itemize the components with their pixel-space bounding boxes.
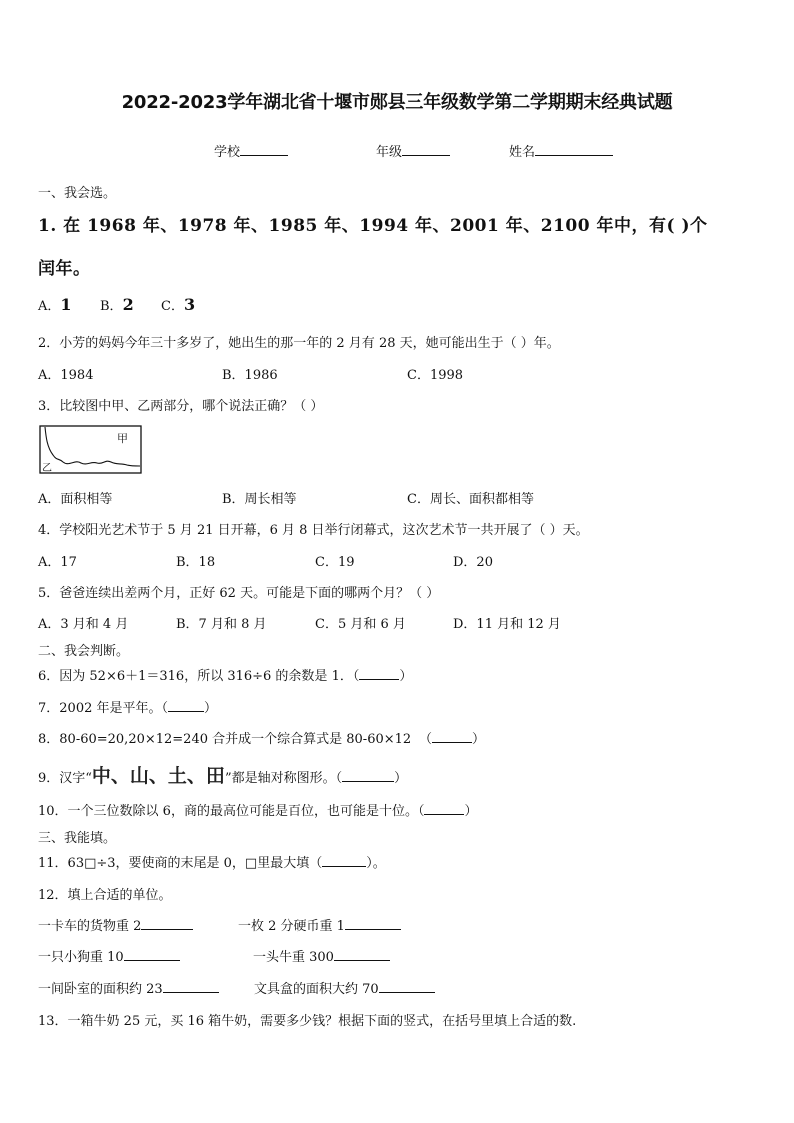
q12-item-text: 一枚 2 分硬币重 1 bbox=[238, 919, 345, 934]
q9-post: ”都是轴对称图形。（ bbox=[224, 771, 343, 786]
grade-blank[interactable] bbox=[402, 143, 450, 156]
grade-label: 年级 bbox=[376, 145, 403, 160]
q12-item-text: 文具盒的面积大约 70 bbox=[254, 982, 379, 997]
q9-answer-blank[interactable] bbox=[342, 769, 394, 782]
q12-unit-blank[interactable] bbox=[379, 980, 435, 993]
school-blank[interactable] bbox=[240, 143, 288, 156]
q7-close: ） bbox=[204, 701, 218, 716]
q3-figure bbox=[39, 425, 143, 475]
q12-item-text: 一间卧室的面积约 23 bbox=[38, 982, 163, 997]
q7 bbox=[38, 697, 217, 716]
q12-unit-blank[interactable] bbox=[124, 948, 180, 961]
q4-option-b[interactable]: B．18 bbox=[176, 555, 216, 570]
q4-option-d[interactable]: D．20 bbox=[453, 555, 493, 570]
q3-option-c[interactable]: C．周长、面积都相等 bbox=[407, 492, 534, 507]
q9-chars: 中、山、土、田 bbox=[91, 765, 225, 787]
q5-option-c[interactable]: C．5 月和 6 月 bbox=[315, 617, 406, 632]
q11-stem: 11．63□÷3，要使商的末尾是 0，□里最大填（ bbox=[38, 856, 323, 871]
q5-option-b[interactable]: B．7 月和 8 月 bbox=[176, 617, 267, 632]
q9 bbox=[38, 761, 407, 788]
label-yi: 乙 bbox=[42, 463, 52, 474]
q12-item-text: 一头牛重 300 bbox=[253, 950, 334, 965]
q1-option-a[interactable]: A．1 bbox=[38, 295, 72, 314]
q12-item bbox=[254, 978, 435, 997]
school-label: 学校 bbox=[214, 145, 241, 160]
info-grade bbox=[376, 141, 450, 160]
label-jia: 甲 bbox=[117, 432, 128, 445]
q12-item bbox=[38, 915, 193, 934]
q5-option-a[interactable]: A．3 月和 4 月 bbox=[38, 617, 129, 632]
q11-answer-blank[interactable] bbox=[322, 854, 366, 867]
q9-pre: 9．汉字“ bbox=[38, 771, 92, 786]
q10-answer-blank[interactable] bbox=[424, 802, 464, 815]
q12-item-text: 一卡车的货物重 2 bbox=[38, 919, 142, 934]
q1-stem: 1. 在 1968 年、1978 年、1985 年、1994 年、2001 年、2100 年中，有( )个 bbox=[38, 216, 708, 236]
q2-option-a[interactable]: A．1984 bbox=[38, 368, 94, 383]
q10 bbox=[38, 800, 477, 819]
section-3-heading: 三、我能填。 bbox=[38, 831, 117, 846]
q8-stem: 8．80-60=20,20×12=240 合并成一个综合算式是 80-60×12 bbox=[38, 732, 412, 747]
q8-close: ） bbox=[472, 732, 486, 747]
q1-option-b[interactable]: B．2 bbox=[100, 295, 134, 314]
q12-unit-blank[interactable] bbox=[163, 980, 219, 993]
q3-option-a[interactable]: A．面积相等 bbox=[38, 492, 113, 507]
q11 bbox=[38, 852, 386, 871]
q12-item bbox=[238, 915, 401, 934]
q12-item bbox=[253, 946, 390, 965]
q7-stem: 7．2002 年是平年。（ bbox=[38, 701, 168, 716]
q9-close: ） bbox=[394, 771, 408, 786]
q1-stem-cont: 闰年。 bbox=[38, 259, 91, 279]
q8-paren bbox=[419, 728, 485, 747]
q10-close: ） bbox=[464, 804, 478, 819]
q2-option-c[interactable]: C．1998 bbox=[407, 368, 464, 383]
q13-stem: 13．一箱牛奶 25 元，买 16 箱牛奶，需要多少钱？根据下面的竖式，在括号里填上合适的数. bbox=[38, 1014, 577, 1029]
q3-option-b[interactable]: B．周长相等 bbox=[222, 492, 297, 507]
section-2-heading: 二、我会判断。 bbox=[38, 644, 130, 659]
q8-answer-blank[interactable] bbox=[432, 730, 472, 743]
q2-stem: 2．小芳的妈妈今年三十多岁了，她出生的那一年的 2 月有 28 天，她可能出生于（ ）年。 bbox=[38, 336, 560, 351]
q6-close: ） bbox=[399, 669, 413, 684]
q12-item-text: 一只小狗重 10 bbox=[38, 950, 124, 965]
q3-stem: 3．比较图中甲、乙两部分，哪个说法正确？（ ） bbox=[38, 399, 324, 414]
q5-option-d[interactable]: D．11 月和 12 月 bbox=[453, 617, 561, 632]
q4-option-c[interactable]: C．19 bbox=[315, 555, 355, 570]
q12-stem: 12．填上合适的单位。 bbox=[38, 888, 172, 903]
q6-answer-blank[interactable] bbox=[359, 667, 399, 680]
q7-answer-blank[interactable] bbox=[168, 699, 204, 712]
q6-stem: 6．因为 52×6＋1＝316，所以 316÷6 的余数是 1．（ bbox=[38, 669, 360, 684]
q1-option-c[interactable]: C．3 bbox=[161, 295, 196, 314]
q8 bbox=[38, 728, 411, 747]
name-blank[interactable] bbox=[535, 143, 613, 156]
page-title: 2022-2023学年湖北省十堰市郧县三年级数学第二学期期末经典试题 bbox=[121, 92, 673, 113]
q4-stem: 4．学校阳光艺术节于 5 月 21 日开幕，6 月 8 日举行闭幕式，这次艺术节一共开展了（ ）天。 bbox=[38, 523, 589, 538]
q4-option-a[interactable]: A．17 bbox=[38, 555, 77, 570]
q12-item bbox=[38, 946, 180, 965]
q12-item bbox=[38, 978, 219, 997]
info-name bbox=[509, 141, 613, 160]
q8-open: （ bbox=[419, 732, 433, 747]
q12-unit-blank[interactable] bbox=[345, 917, 401, 930]
q11-close: ）。 bbox=[366, 856, 386, 871]
q6 bbox=[38, 665, 412, 684]
name-label: 姓名 bbox=[509, 145, 536, 160]
section-1-heading: 一、我会选。 bbox=[38, 186, 117, 201]
q12-unit-blank[interactable] bbox=[334, 948, 390, 961]
q2-option-b[interactable]: B．1986 bbox=[222, 368, 278, 383]
q5-stem: 5．爸爸连续出差两个月，正好 62 天。可能是下面的哪两个月？（ ） bbox=[38, 586, 440, 601]
info-school bbox=[214, 141, 288, 160]
q10-stem: 10．一个三位数除以 6，商的最高位可能是百位，也可能是十位。（ bbox=[38, 804, 425, 819]
q12-unit-blank[interactable] bbox=[141, 917, 193, 930]
